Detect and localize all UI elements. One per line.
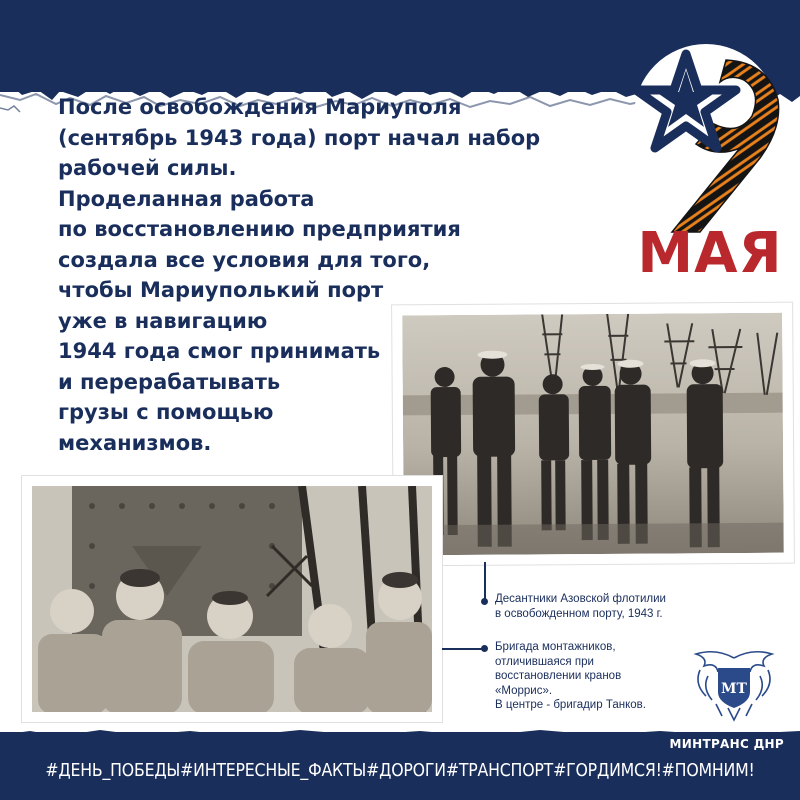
- mintrans-logo-initials: МТ: [721, 681, 747, 697]
- caption-brigade: Бригада монтажников, отличившаяся при восстановлении кранов «Моррис». В центре - бригадир Танков.: [495, 641, 646, 711]
- marines-photo-image: [402, 313, 784, 556]
- victory-emblem-icon: [630, 40, 790, 240]
- may-label: МАЯ: [637, 221, 783, 286]
- caption-connector: [442, 648, 482, 650]
- mintrans-logo-icon: [686, 644, 782, 724]
- photo-marines: [392, 303, 794, 566]
- ministry-name: МИНТРАНС ДНР: [669, 737, 784, 751]
- caption-marines: Десантники Азовской флотилии в освобожденном порту, 1943 г.: [495, 593, 666, 620]
- hashtag-line: #ДЕНЬ_ПОБЕДЫ#ИНТЕРЕСНЫЕ_ФАКТЫ#ДОРОГИ#ТРАНСПОРТ#ГОРДИМСЯ!#ПОМНИМ!: [45, 761, 755, 781]
- brigade-photo-image: [32, 486, 432, 712]
- main-paragraph: После освобождения Мариуполя (сентябрь 1943 года) порт начал набор рабочей силы. Проделанная работа по восстановлению предприятия создала все условия для того, чтобы Мариуполький порт уже в навигацию 1944 года смог принимать и перерабатывать грузы с помощью механизмов.: [58, 95, 541, 455]
- caption-bullet: [481, 645, 488, 652]
- caption-connector: [484, 562, 486, 602]
- caption-bullet: [481, 598, 488, 605]
- photo-brigade: [22, 476, 442, 722]
